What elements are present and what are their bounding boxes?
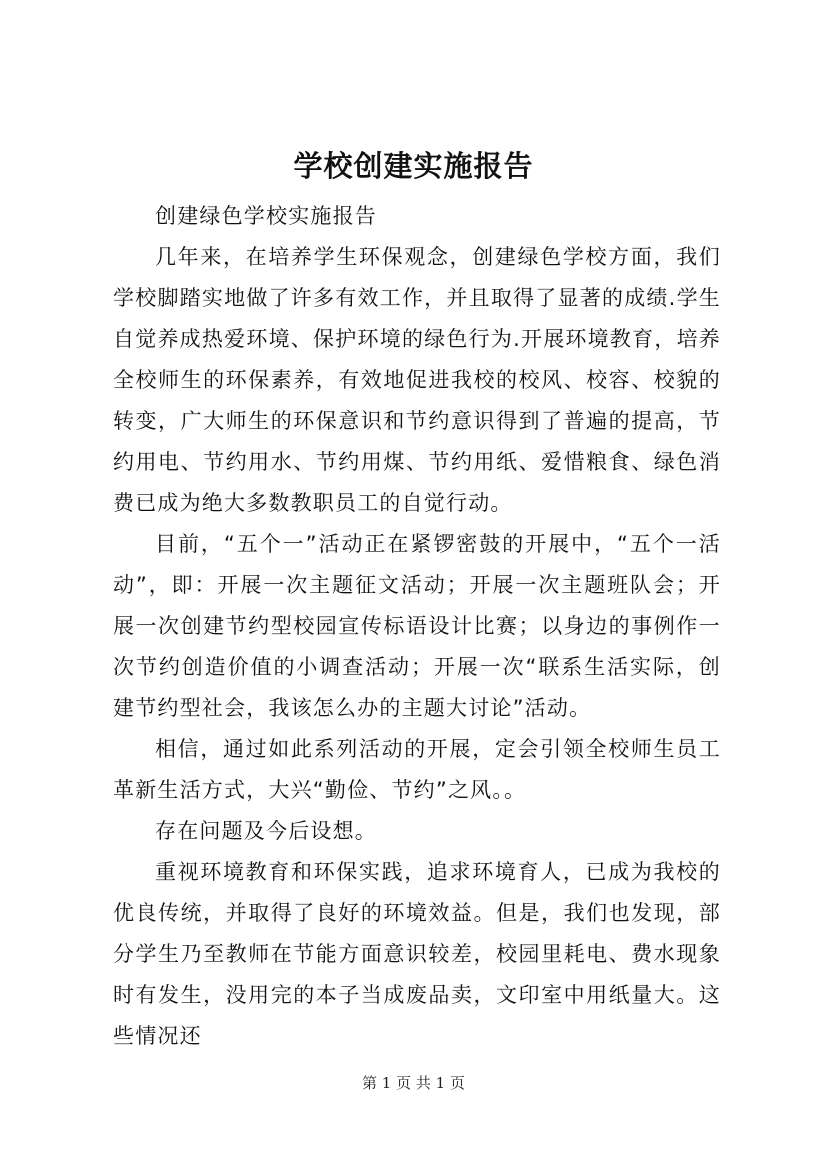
body-paragraph: 目前，“五个一”活动正在紧锣密鼓的开展中，“五个一活动”，即：开展一次主题征文活动；开展一次主题班队会；开展一次创建节约型校园宣传标语设计比赛；以身边的事例作一次节约创造价值的小调查活动；开展一次“联系生活实际，创建节约型社会，我该怎么办的主题大讨论”活动。 (113, 532, 721, 720)
body-paragraph: 重视环境教育和环保实践，追求环境育人，已成为我校的优良传统，并取得了良好的环境效益。但是，我们也发现，部分学生乃至教师在节能方面意识较差，校园里耗电、费水现象时有发生，没用完的本子当成废品卖，文印室中用纸量大。这些情况还 (113, 860, 721, 1048)
document-body (113, 196, 721, 1057)
body-paragraph: 相信，通过如此系列活动的开展，定会引领全校师生员工革新生活方式，大兴“勤俭、节约”之风。。 (113, 737, 721, 802)
page-footer: 第 1 页 共 1 页 (362, 1074, 465, 1092)
document-title: 学校创建实施报告 (293, 149, 534, 183)
body-paragraph: 几年来，在培养学生环保观念，创建绿色学校方面，我们学校脚踏实地做了许多有效工作，并且取得了显著的成绩.学生自觉养成热爱环境、保护环境的绿色行为.开展环境教育，培养全校师生的环保素养，有效地促进我校的校风、校容、校貌的转变，广大师生的环保意识和节约意识得到了普遍的提高，节约用电、节约用水、节约用煤、节约用纸、爱惜粮食、绿色消费已成为绝大多数教职员工的自觉行动。 (113, 245, 721, 515)
section-heading-paragraph: 存在问题及今后设想。 (155, 819, 377, 843)
subtitle-paragraph: 创建绿色学校实施报告 (155, 204, 377, 228)
